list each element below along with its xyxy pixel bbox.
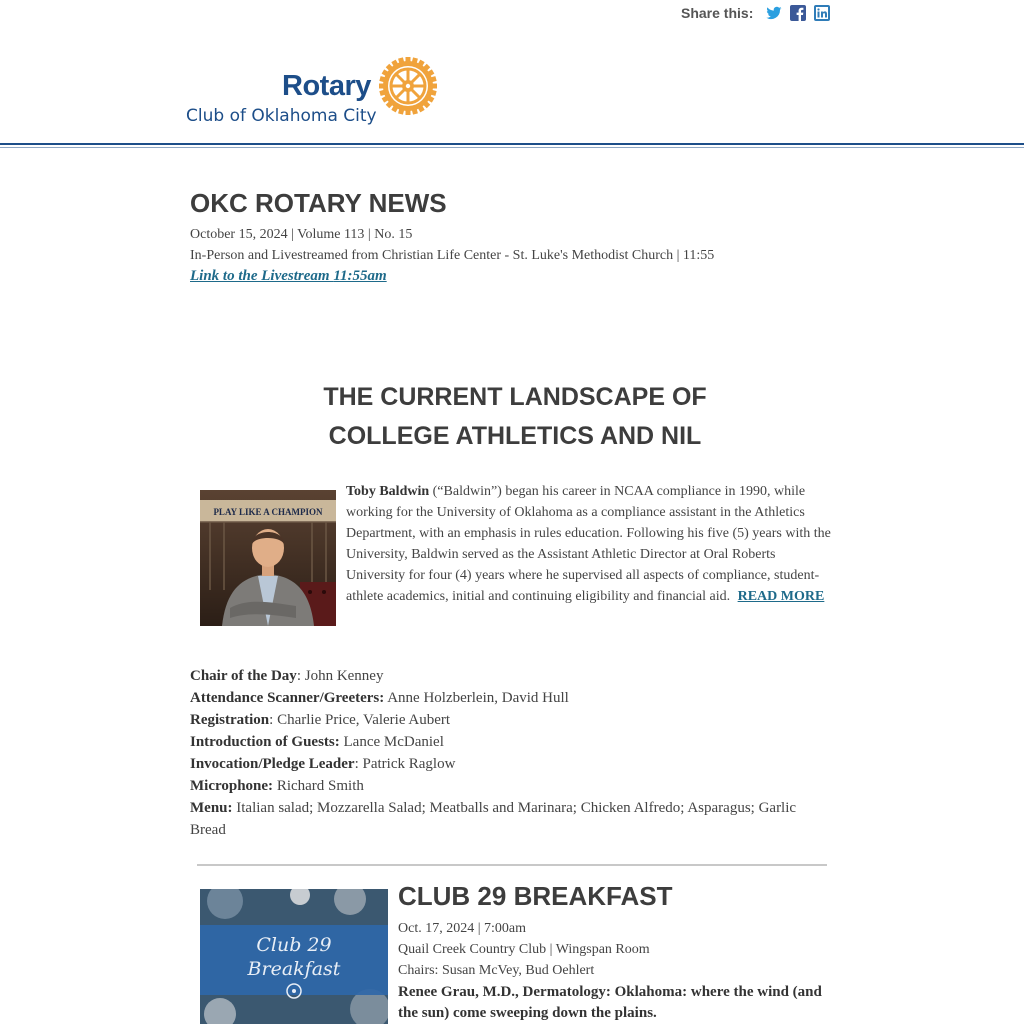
logo-subtitle: Club of Oklahoma City xyxy=(186,106,377,126)
speaker-photo xyxy=(200,490,336,626)
share-bar xyxy=(681,3,838,23)
speaker-bio xyxy=(346,481,834,607)
club29-speaker: Renee Grau, M.D., Dermatology: Oklahoma: where the wind (and the sun) come sweeping down the plains. xyxy=(398,984,822,1021)
program-heading-line2: COLLEGE ATHLETICS AND NIL xyxy=(328,422,702,450)
role-menu: Menu: Italian salad; Mozzarella Salad; Meatballs and Marinara; Chicken Alfredo; Asparagus; Garlic Bread xyxy=(190,800,797,838)
facebook-icon[interactable] xyxy=(790,5,806,21)
program-heading-line1: THE CURRENT LANDSCAPE OF xyxy=(323,383,707,411)
role-microphone: Microphone: Richard Smith xyxy=(190,778,364,794)
meeting-roles xyxy=(190,665,830,841)
read-more-link[interactable]: READ MORE xyxy=(737,589,825,604)
livestream-link[interactable]: Link to the Livestream xyxy=(190,268,334,284)
club29-chairs: Chairs: Susan McVey, Bud Oehlert xyxy=(398,963,595,978)
newsletter-title: OKC ROTARY NEWS xyxy=(190,188,447,218)
issue-dateline: October 15, 2024 | Volume 113 | No. 15 xyxy=(190,227,413,242)
rotary-logo[interactable] xyxy=(186,56,442,128)
club29-image-line2: Breakfast xyxy=(247,958,341,980)
photo-banner-text: PLAY LIKE A CHAMPION xyxy=(213,507,323,517)
logo-wordmark: Rotary xyxy=(282,70,371,102)
twitter-icon[interactable] xyxy=(766,5,782,21)
livestream-time[interactable]: 11:55am xyxy=(333,268,387,284)
rotary-wheel-icon xyxy=(378,56,438,116)
role-greeters: Attendance Scanner/Greeters: Anne Holzberlein, David Hull xyxy=(190,690,569,706)
role-invocation: Invocation/Pledge Leader: Patrick Raglow xyxy=(190,756,456,772)
role-registration: Registration: Charlie Price, Valerie Aubert xyxy=(190,712,451,728)
club29-title: CLUB 29 BREAKFAST xyxy=(398,881,673,911)
club29-image-line1: Club 29 xyxy=(256,934,332,956)
section-divider xyxy=(197,864,827,866)
share-label: Share this: xyxy=(681,5,754,21)
role-guests: Introduction of Guests: Lance McDaniel xyxy=(190,734,444,750)
header-rule-thin xyxy=(0,147,1024,148)
club29-venue: Quail Creek Country Club | Wingspan Room xyxy=(398,942,650,957)
club29-image xyxy=(200,889,388,1024)
speaker-bio-text: (“Baldwin”) began his career in NCAA compliance in 1990, while working for the University of Oklahoma as a compliance assistant in the Athletics Department, with an emphasis in rules education. Following his five (5) years with the University, Baldwin served as the Assistant Athletic Director at Oral Roberts University for four (4) years where he supervised all aspects of compliance, student-athlete academics, initial and continuing eligibility and financial aid. xyxy=(346,484,831,604)
club29-date: Oct. 17, 2024 | 7:00am xyxy=(398,921,527,936)
role-chair: Chair of the Day: John Kenney xyxy=(190,668,384,684)
program-heading xyxy=(200,378,830,456)
linkedin-icon[interactable] xyxy=(814,5,830,21)
header-rule xyxy=(0,143,1024,145)
meeting-location: In-Person and Livestreamed from Christian Life Center - St. Luke's Methodist Church | 11:55 xyxy=(190,248,715,263)
livestream-link-row[interactable] xyxy=(190,268,387,285)
speaker-name: Toby Baldwin xyxy=(346,484,430,499)
